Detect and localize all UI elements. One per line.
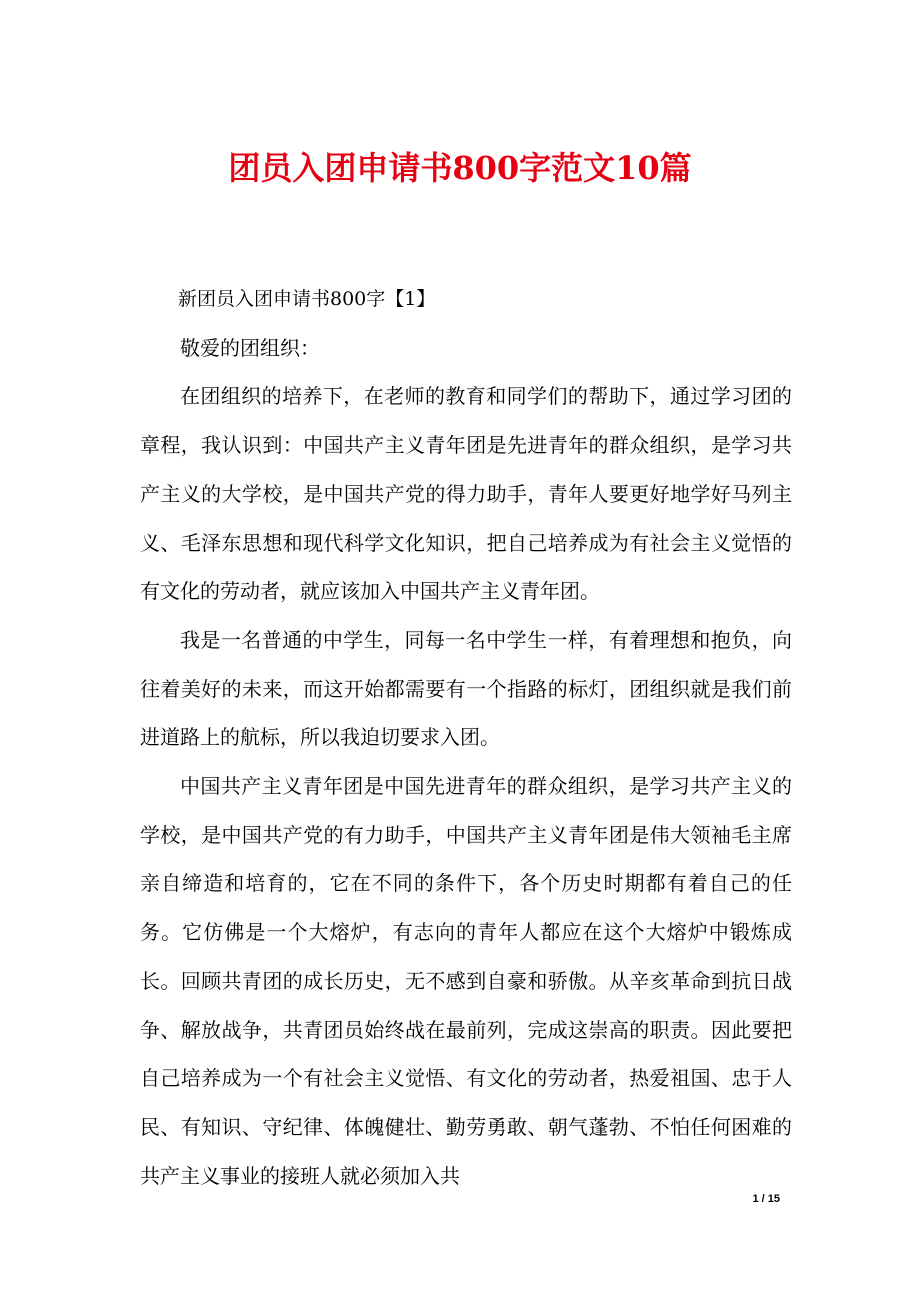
body-paragraph: 我是一名普通的中学生，同每一名中学生一样，有着理想和抱负，向往着美好的未来，而这开始都需要有一个指路的标灯，团组织就是我们前进道路上的航标，所以我迫切要求入团。 — [140, 627, 792, 750]
document-title: 团员入团申请书800字范文10篇 — [228, 149, 692, 187]
page-number: 1 / 15 — [752, 1193, 780, 1205]
document-body — [140, 275, 792, 1200]
body-paragraph: 中国共产主义青年团是中国先进青年的群众组织，是学习共产主义的学校，是中国共产党的有力助手，中国共产主义青年团是伟大领袖毛主席亲自缔造和培育的，它在不同的条件下，各个历史时期都有着自己的任务。它仿佛是一个大熔炉，有志向的青年人都应在这个大熔炉中锻炼成长。回顾共青团的成长历史，无不感到自豪和骄傲。从辛亥革命到抗日战争、解放战争，共青团员始终战在最前列，完成这崇高的职责。因此要把自己培养成为一个有社会主义觉悟、有文化的劳动者，热爱祖国、忠于人民、有知识、守纪律、体魄健壮、勤劳勇敢、朝气蓬勃、不怕任何困难的共产主义事业的接班人就必须加入共 — [140, 774, 792, 1188]
section-heading: 新团员入团申请书800字【1】 — [178, 288, 436, 310]
body-paragraph: 在团组织的培养下，在老师的教育和同学们的帮助下，通过学习团的章程，我认识到：中国共产主义青年团是先进青年的群众组织，是学习共产主义的大学校，是中国共产党的得力助手，青年人要更好地学好马列主义、毛泽东思想和现代科学文化知识，把自己培养成为有社会主义觉悟的有文化的劳动者，就应该加入中国共产主义青年团。 — [140, 384, 792, 604]
salutation: 敬爱的团组织： — [180, 335, 320, 360]
